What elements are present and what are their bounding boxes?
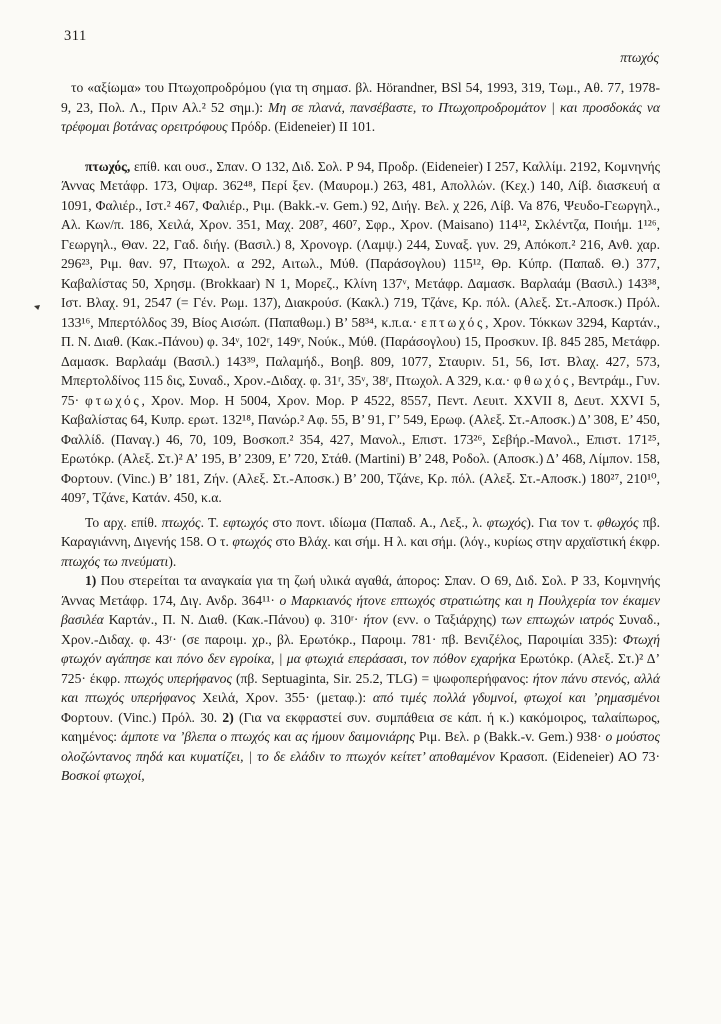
- text-segment: . Τ.: [200, 514, 224, 530]
- text-segment: πτωχός,: [85, 158, 131, 174]
- text-segment: ). Για τον τ.: [526, 514, 597, 530]
- text-segment: Χειλά, Χρον. 355· (μεταφ.):: [195, 690, 373, 705]
- text-segment: από τιμές πολλά γδυμνοί, φτωχοί και ’ρημασμένοι: [372, 690, 660, 705]
- text-segment: επίθ. και ουσ., Σπαν. Ο 132, Διδ. Σολ. Ρ 94, Προδρ. (Eideneier) Ι 257, Καλλίμ. 2192, Κομνηνής Άννας Μετάφρ. 173, Οψαρ. 362⁴⁸, Περί ξεν. (Μαυρομ.) 263, 481, Απολλών. (Κεχ.) 140, Λίβ. διασκευή α 1091, Φαλιέρ., Ιστ.² 467, Φαλιέρ., Ριμ. (Bakk.-v. Gem.) 92, Διήγ. Βελ. χ 226, Λίβ. Va 876, Ψευδο-Γεωργηλ., Αλ. Κων/π. 186, Χειλά, Χρον. 351, Μαχ. 208⁷, 460⁷, Σφρ., Χρον. (Maisano) 114¹², Σκλέντζα, Ποιήμ. 1¹²⁶, Γεωργηλ., Θαν. 22, Γαδ. διήγ. (Βασιλ.) 8, Χρονογρ. (Λαμψ.) 244, Συναξ. γυν. 29, Απόκοπ.² 216, Ανθ. χαρ. 296²³, Ριμ. θαν. 97, Πτωχολ. α 292, Αιτωλ., Μύθ. (Παράσογλου) 115¹², Θρ. Κύπρ. (Παπαδ. Θ.) 377, Καβαλίστας 50, Χρησμ. (Brokkaar) Ν 1, Μορεζ., Κλίνη 137ᵛ, Μετάφρ. Δαμασκ. Βαρλαάμ (Βασιλ.) 143³⁸, Ιστ. Βλαχ. 91, 2547 (= Γέν. Ρωμ. 137), Διακρούσ. (Κακλ.) 719, Τζάνε, Κρ. πόλ. (Αλεξ. Στ.-Αποσκ.) Πρόλ. 133¹⁶, Μπερτόλδος 39, Βίος Αισώπ. (Παπαθωμ.) Β’ 58³⁴, κ.π.α.·: [61, 158, 660, 330]
- text-segment: ο Μαρκιανός ήτονε επτωχός στρατιώτης και η Πουλχερία τον έκαμεν βασιλέα: [61, 592, 660, 627]
- text-segment: ).: [168, 553, 177, 569]
- text-segment: Μη σε πλανά, πανσέβαστε, το Πτωχοπροδρομάτον | και προσδοκάς να τρέφομαι βοτάνας ορειτρόφους: [61, 99, 660, 134]
- text-segment: στο ποντ. ιδίωμα (Παπαδ. Α., Λεξ., λ.: [268, 514, 487, 530]
- text-segment: Βοσκοί φτωχοί,: [61, 768, 145, 783]
- text-segment: , Βεντράμ., Γυν. 75·: [61, 373, 660, 408]
- text-segment: πτωχός: [161, 514, 201, 530]
- text-segment: Συναδ., Χρον.-Διδαχ. φ. 43ʳ· (σε παροιμ. χρ., βλ. Ερωτόκρ., Παροιμ. 781· πβ. Βενιζέλος, Παροιμίαι 335):: [61, 612, 660, 647]
- text-segment: (πβ. Septuaginta, Sir. 25.2, TLG) = ψωφοπερήφανος:: [231, 670, 533, 686]
- paragraph-etymology: [61, 513, 660, 572]
- text-segment: 1): [85, 573, 97, 588]
- text-segment: στο Βλάχ. και σήμ. Η λ. και σήμ. (λόγ., κυρίως στην αρχαϊστική έκφρ.: [272, 534, 661, 549]
- text-segment: φθωχός: [596, 514, 639, 530]
- text-segment: το «αξίωμα» του Πτωχοπροδρόμου (για τη σημασ. βλ. Hörandner, BSl 54, 1993, 319, Τωμ., Αθ. 77, 1978-9, 23, Πολ. Λ., Πριν Αλ.² 52 σημ.):: [61, 80, 660, 115]
- text-segment: φθωχός: [513, 373, 572, 388]
- text-segment: 2): [222, 709, 234, 725]
- page-number: 311: [64, 28, 87, 44]
- text-segment: εφτωχός: [223, 514, 269, 530]
- text-segment: Φτωχή φτωχόν αγάπησε και πόνο δεν εγροίκα, | μα φτωχιά επεράσασι, τον πόθον εχαρήκα: [61, 631, 660, 666]
- text-segment: Φορτουν. (Vinc.) Πρόλ. 30.: [61, 709, 223, 725]
- paragraph-senses: [61, 571, 660, 786]
- text-segment: φτωχός: [486, 514, 527, 530]
- text-segment: , Χρον. Τόκκων 3294, Καρτάν., Π. Ν. Διαθ. (Κακ.-Πάνου) φ. 34ᵛ, 102ʳ, 149ᵛ, Νούκ., Μύθ. (Παράσογλου) 15, Προσκυν. Ιβ. 845 285, Μετάφρ. Δαμασκ. Βαρλαάμ (Βασιλ.) 143³⁹, Παλαμήδ., Βοηβ. 809, 1077, Σταυριν. 51, 56, Ιστ. Βλαχ. 427, 573, Μπερτολδίνος 115 δις, Συναδ., Χρον.-Διδαχ. φ. 31ʳ, 35ᵛ, 38ʳ, Πτωχολ. Α 329, κ.α.·: [61, 314, 660, 388]
- text-segment: επτωχός: [421, 314, 486, 330]
- paragraph-entry-citations: [61, 157, 660, 508]
- text-segment: των επτωχών ιατρός: [501, 612, 614, 627]
- text-segment: φτωχός: [232, 534, 273, 549]
- text-segment: πτωχός τω πνεύματι: [61, 553, 169, 569]
- text-segment: Κρασοπ. (Eideneier) ΑΟ 73·: [494, 748, 661, 764]
- text-segment: Το αρχ. επίθ.: [85, 514, 162, 530]
- text-segment: πτωχός υπερήφανος: [124, 670, 232, 686]
- text-segment: Που στερείται τα αναγκαία για τη ζωή υλικά αγαθά, άπορος: Σπαν. Ο 69, Διδ. Σολ. Ρ 33, Κομνηνής Άννας Μετάφρ. 174, Διγ. Ανδρ. 364¹¹·: [61, 573, 660, 608]
- text-segment: (Για να εκφραστεί συν. συμπάθεια σε κάπ. ή κ.) κακόμοιρος, ταλαίπωρος, καημένος:: [61, 709, 660, 744]
- running-head: πτωχός: [620, 50, 659, 65]
- text-segment: Πρόδρ. (Eideneier) II 101.: [227, 119, 376, 134]
- text-body: [61, 78, 660, 786]
- text-segment: πβ. Καραγιάννη, Διγενής 158. Ο τ.: [61, 514, 660, 549]
- text-segment: ήτον: [363, 612, 388, 627]
- text-segment: φτωχός: [85, 392, 142, 408]
- margin-mark: [34, 305, 40, 310]
- text-segment: (ενν. ο Ταξιάρχης): [387, 612, 502, 627]
- text-segment: ήτον πάνυ στενός, αλλά και πτωχός υπερήφανος: [61, 670, 660, 705]
- text-segment: ο μούστος ολοζώντανος πηδά και κυματίζει, | το δε ελάδιν το πτωχόν κείτετ’ αποθαμένον: [61, 729, 660, 764]
- text-segment: Ριμ. Βελ. ρ (Bakk.-v. Gem.) 938·: [414, 729, 606, 744]
- text-segment: Ερωτόκρ. (Αλεξ. Στ.)² Δ’ 725· έκφρ.: [61, 651, 661, 686]
- text-segment: άμποτε να ’βλεπα ο πτωχός και ας ήμουν δαιμονιάρης: [120, 729, 415, 744]
- paragraph-continuation: [61, 78, 660, 137]
- text-segment: , Χρον. Μορ. Η 5004, Χρον. Μορ. Ρ 4522, 8557, Πεντ. Λευιτ. XXVII 8, Δευτ. XXVI 5, Καβαλίστας 64, Κυπρ. ερωτ. 132¹⁸, Πανώρ.² Αφ. 55, Β’ 91, Γ’ 549, Ερωφ. (Αλεξ. Στ.-Αποσκ.) Δ’ 308, Ε’ 450, Φαλλίδ. (Παναγ.) 46, 70, 109, Βοσκοπ.² 354, 427, Μανολ., Επιστ. 173²⁶, Σεβήρ.-Μανολ., Επιστ. 171²⁵, Ερωτόκρ. (Αλεξ. Στ.)² Α’ 195, Β’ 2309, Ε’ 720, Στάθ. (Martini) Β’ 248, Ροδολ. (Αποσκ.) Δ’ 468, Λίμπον. 158, Φορτουν. (Vinc.) Β’ 181, Ζήν. (Αλεξ. Στ.-Αποσκ.) Β’ 200, Τζάνε, Κρ. πόλ. (Αλεξ. Στ.-Αποσκ.) 180²⁷, 210¹⁰, 409⁷, Τζάνε, Κατάν. 450, κ.α.: [61, 392, 660, 505]
- text-segment: Καρτάν., Π. Ν. Διαθ. (Κακ.-Πάνου) φ. 310ʳ·: [103, 612, 364, 627]
